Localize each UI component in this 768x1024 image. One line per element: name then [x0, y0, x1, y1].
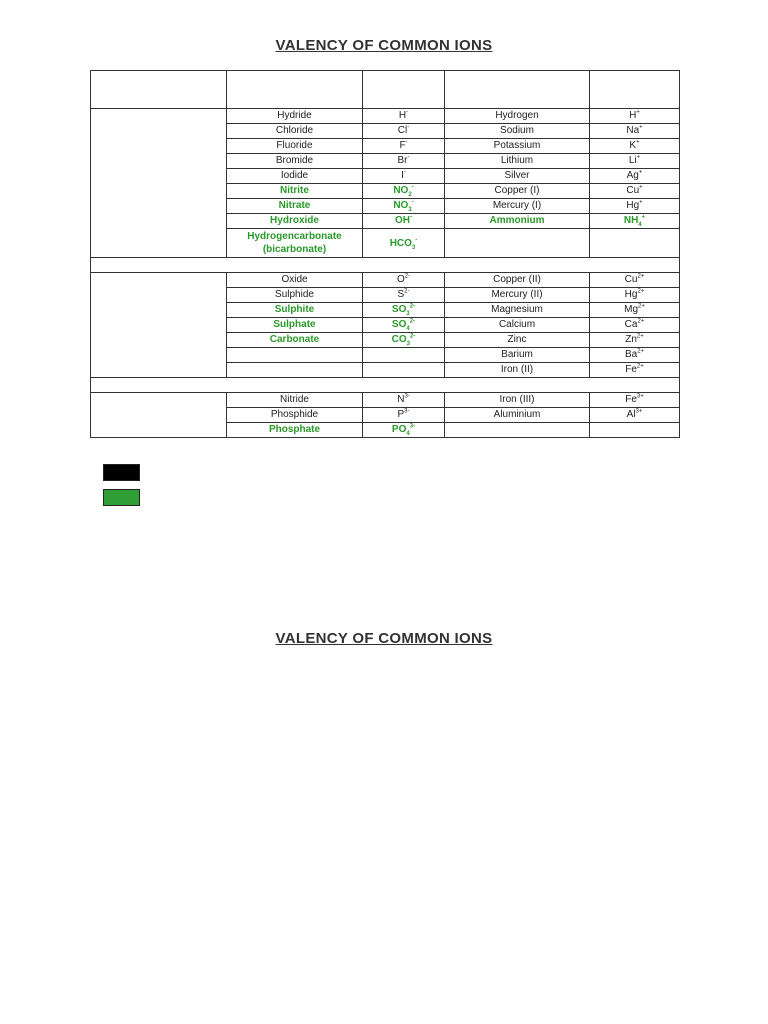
anion-symbol-cell — [363, 214, 445, 229]
cation-name-cell — [445, 184, 590, 199]
anion-symbol-cell — [363, 393, 445, 408]
anion-symbol: NO — [393, 185, 409, 196]
cation-symbol: Na — [626, 125, 640, 136]
cation-symbol-cell — [590, 169, 680, 184]
anion-name-cell — [227, 124, 363, 139]
cation-charge: + — [636, 139, 640, 146]
cation-charge: + — [638, 169, 643, 176]
cation-symbol-cell — [590, 303, 680, 318]
anion-charge: 2- — [410, 333, 416, 340]
page-title: VALENCY OF COMMON IONS — [275, 37, 493, 54]
anion-name: Sulphate — [273, 319, 316, 330]
anion-symbol: O — [396, 274, 405, 285]
cation-name: Mercury (I) — [492, 200, 542, 211]
cation-symbol-cell — [590, 423, 680, 438]
cation-charge: 3+ — [635, 408, 643, 415]
anion-symbol: SO — [391, 319, 407, 330]
anion-name-cell — [227, 169, 363, 184]
ion-row — [91, 109, 680, 124]
anion-symbol-cell — [363, 139, 445, 154]
cation-symbol-cell — [590, 288, 680, 303]
cation-charge: + — [639, 199, 643, 206]
anion-symbol: P — [397, 409, 405, 420]
cation-symbol: Cu — [626, 185, 640, 196]
cation-symbol-cell — [590, 318, 680, 333]
anion-name-cell — [227, 348, 363, 363]
anion-name: Carbonate — [269, 334, 320, 345]
valency-group-cell — [91, 109, 227, 258]
anion-name: Nitride — [280, 394, 309, 405]
header-cell — [445, 71, 590, 109]
cation-charge: 2+ — [637, 273, 645, 280]
cation-charge: 2+ — [638, 303, 645, 310]
cation-name: Aluminium — [493, 409, 541, 420]
cation-symbol-cell — [590, 154, 680, 169]
anion-charge: - — [407, 124, 410, 131]
cation-symbol-cell — [590, 109, 680, 124]
cation-name-cell — [445, 348, 590, 363]
cation-subscript: 4 — [638, 222, 642, 228]
anion-symbol: HCO — [389, 237, 412, 249]
anion-symbol-cell — [363, 423, 445, 438]
cation-name: Calcium — [498, 319, 536, 330]
anion-symbol-cell — [363, 408, 445, 423]
cation-symbol-cell — [590, 348, 680, 363]
anion-charge: - — [415, 237, 418, 244]
separator-cell — [91, 378, 680, 393]
legend-swatch-green — [103, 489, 140, 506]
anion-symbol: S — [397, 289, 405, 300]
anion-name-cell — [227, 214, 363, 229]
anion-symbol: SO — [391, 304, 407, 315]
anion-symbol: F — [399, 140, 406, 151]
cation-charge: 2+ — [637, 288, 645, 295]
anion-name-cell — [227, 423, 363, 438]
anion-name: Hydrogencarbonate — [247, 231, 342, 242]
cation-name: Potassium — [493, 140, 541, 151]
cation-charge: + — [639, 184, 643, 191]
anion-name: Fluoride — [276, 140, 313, 151]
cation-symbol-cell — [590, 214, 680, 229]
cation-name-cell — [445, 154, 590, 169]
anion-charge: 2- — [409, 303, 416, 310]
anion-charge: 3- — [404, 393, 410, 400]
cation-name-cell — [445, 124, 590, 139]
anion-name: Hydroxide — [270, 215, 319, 226]
cation-symbol: H — [629, 110, 637, 121]
anion-charge: - — [411, 184, 414, 191]
anion-subscript: 3 — [406, 311, 410, 317]
anion-name-cell — [227, 184, 363, 199]
anion-symbol-cell — [363, 318, 445, 333]
anion-symbol: Cl — [397, 125, 408, 136]
anion-name-cell — [227, 139, 363, 154]
legend-swatch-black — [103, 464, 140, 481]
cation-name: Zinc — [507, 334, 527, 345]
anion-symbol-cell — [363, 303, 445, 318]
cation-name: Iron (II) — [500, 364, 534, 375]
cation-symbol-cell — [590, 124, 680, 139]
cation-symbol: Ca — [624, 319, 638, 330]
cation-symbol: K — [629, 140, 637, 151]
anion-name: Sulphite — [274, 304, 315, 315]
anion-charge: 3- — [409, 423, 416, 430]
anion-subscript: 4 — [406, 431, 410, 437]
cation-name: Hydrogen — [495, 110, 539, 121]
anion-symbol-cell — [363, 199, 445, 214]
cation-name: Barium — [501, 349, 533, 360]
anion-symbol-cell — [363, 363, 445, 378]
cation-name: Mercury (II) — [491, 289, 543, 300]
anion-symbol: CO — [391, 334, 407, 345]
anion-subscript: 3 — [406, 341, 410, 347]
cation-charge: 2+ — [636, 333, 644, 340]
anion-name-cell — [227, 393, 363, 408]
cation-name-cell — [445, 139, 590, 154]
anion-name: Phosphate — [268, 424, 321, 435]
cation-symbol-cell — [590, 333, 680, 348]
cation-symbol-cell — [590, 199, 680, 214]
anion-name-cell — [227, 333, 363, 348]
anion-charge: - — [405, 139, 408, 146]
cation-name-cell — [445, 199, 590, 214]
anion-symbol-cell — [363, 109, 445, 124]
cation-symbol: Cu — [624, 274, 638, 285]
cation-name-cell — [445, 303, 590, 318]
group-separator — [91, 258, 680, 273]
cation-name: Sodium — [500, 125, 534, 136]
anion-subscript: 3 — [411, 244, 416, 251]
cation-symbol: Mg — [624, 304, 639, 315]
anion-subscript: 4 — [406, 326, 410, 332]
anion-symbol-cell — [363, 169, 445, 184]
anion-subscript: 3 — [408, 207, 412, 213]
anion-name-cell — [227, 408, 363, 423]
anion-symbol-cell — [363, 229, 445, 258]
anion-symbol-cell — [363, 184, 445, 199]
anion-name: Nitrate — [278, 200, 311, 211]
cation-symbol: Al — [626, 409, 636, 420]
anion-symbol-cell — [363, 273, 445, 288]
cation-symbol: Ba — [624, 349, 638, 360]
anion-name: Phosphide — [270, 409, 319, 420]
valency-table — [90, 70, 680, 438]
cation-symbol: Zn — [625, 334, 637, 345]
cation-symbol: Fe — [625, 394, 637, 405]
header-cell — [91, 71, 227, 109]
anion-name: Bromide — [275, 155, 314, 166]
cation-name-cell — [445, 273, 590, 288]
cation-charge: + — [641, 214, 646, 221]
cation-name: Ammonium — [489, 215, 545, 226]
cation-name: Copper (I) — [494, 185, 540, 196]
ion-row — [91, 273, 680, 288]
valency-group-cell — [91, 273, 227, 378]
separator-cell — [91, 258, 680, 273]
cation-name-cell — [445, 363, 590, 378]
anion-name: Iodide — [280, 170, 309, 181]
cation-symbol: Li — [628, 155, 637, 166]
cation-name-cell — [445, 214, 590, 229]
anion-charge: 2- — [409, 318, 416, 325]
anion-name-line2: (bicarbonate) — [262, 244, 327, 255]
anion-charge: - — [410, 214, 412, 221]
header-cell — [227, 71, 363, 109]
cation-name-cell — [445, 423, 590, 438]
anion-name: Oxide — [281, 274, 308, 285]
anion-name: Sulphide — [275, 289, 314, 300]
anion-name-cell — [227, 288, 363, 303]
cation-charge: + — [636, 109, 640, 116]
cation-name: Magnesium — [491, 304, 543, 315]
cation-symbol-cell — [590, 393, 680, 408]
anion-symbol: H — [398, 110, 407, 121]
cation-name-cell — [445, 393, 590, 408]
cation-symbol: Ag — [626, 170, 639, 181]
cation-charge: + — [639, 124, 643, 131]
anion-name: Nitrite — [280, 185, 309, 196]
cation-symbol-cell — [590, 408, 680, 423]
ion-row — [91, 393, 680, 408]
anion-symbol: N — [397, 394, 405, 405]
anion-name-cell — [227, 154, 363, 169]
anion-name: Hydride — [277, 110, 312, 121]
cation-symbol-cell — [590, 363, 680, 378]
page-title-repeat: VALENCY OF COMMON IONS — [275, 630, 493, 647]
anion-name-cell — [227, 363, 363, 378]
cation-symbol: Fe — [625, 364, 637, 375]
anion-charge: 3- — [404, 408, 410, 415]
anion-name-cell — [227, 109, 363, 124]
anion-name: Chloride — [275, 125, 314, 136]
anion-name-cell — [227, 229, 363, 258]
cation-name-cell — [445, 229, 590, 258]
anion-charge: 2- — [404, 288, 410, 295]
anion-subscript: 2 — [408, 192, 412, 198]
header-row — [91, 71, 680, 109]
cation-name-cell — [445, 318, 590, 333]
anion-symbol: Br — [397, 155, 408, 166]
cation-symbol: NH — [623, 215, 639, 226]
cation-name: Copper (II) — [493, 274, 541, 285]
cation-symbol: Hg — [626, 200, 640, 211]
group-separator — [91, 378, 680, 393]
cation-name: Silver — [504, 170, 530, 181]
cation-charge: 2+ — [637, 348, 645, 355]
valency-group-cell — [91, 393, 227, 438]
cation-name-cell — [445, 333, 590, 348]
anion-name-cell — [227, 199, 363, 214]
anion-name-cell — [227, 318, 363, 333]
anion-name-cell — [227, 303, 363, 318]
anion-symbol-cell — [363, 348, 445, 363]
cation-symbol-cell — [590, 139, 680, 154]
header-cell — [363, 71, 445, 109]
anion-charge: 2- — [404, 273, 411, 280]
anion-symbol-cell — [363, 154, 445, 169]
anion-symbol-cell — [363, 124, 445, 139]
anion-symbol: I — [401, 170, 404, 181]
cation-name-cell — [445, 408, 590, 423]
anion-symbol: OH — [395, 215, 410, 226]
anion-charge: - — [407, 154, 410, 161]
anion-symbol: PO — [391, 424, 407, 435]
cation-charge: 3+ — [636, 393, 644, 400]
cation-charge: + — [636, 154, 641, 161]
anion-name-cell — [227, 273, 363, 288]
cation-name: Iron (III) — [499, 394, 535, 405]
cation-symbol-cell — [590, 273, 680, 288]
anion-symbol: NO — [393, 200, 409, 211]
cation-symbol-cell — [590, 184, 680, 199]
cation-name-cell — [445, 169, 590, 184]
anion-symbol-cell — [363, 288, 445, 303]
cation-charge: 2+ — [636, 363, 644, 370]
header-cell — [590, 71, 680, 109]
anion-symbol-cell — [363, 333, 445, 348]
cation-name-cell — [445, 109, 590, 124]
cation-name: Lithium — [500, 155, 534, 166]
cation-symbol: Hg — [624, 289, 638, 300]
anion-charge: - — [411, 199, 414, 206]
cation-name-cell — [445, 288, 590, 303]
cation-symbol-cell — [590, 229, 680, 258]
anion-charge: - — [406, 109, 409, 116]
anion-charge: - — [403, 169, 406, 176]
cation-charge: 2+ — [637, 318, 645, 325]
